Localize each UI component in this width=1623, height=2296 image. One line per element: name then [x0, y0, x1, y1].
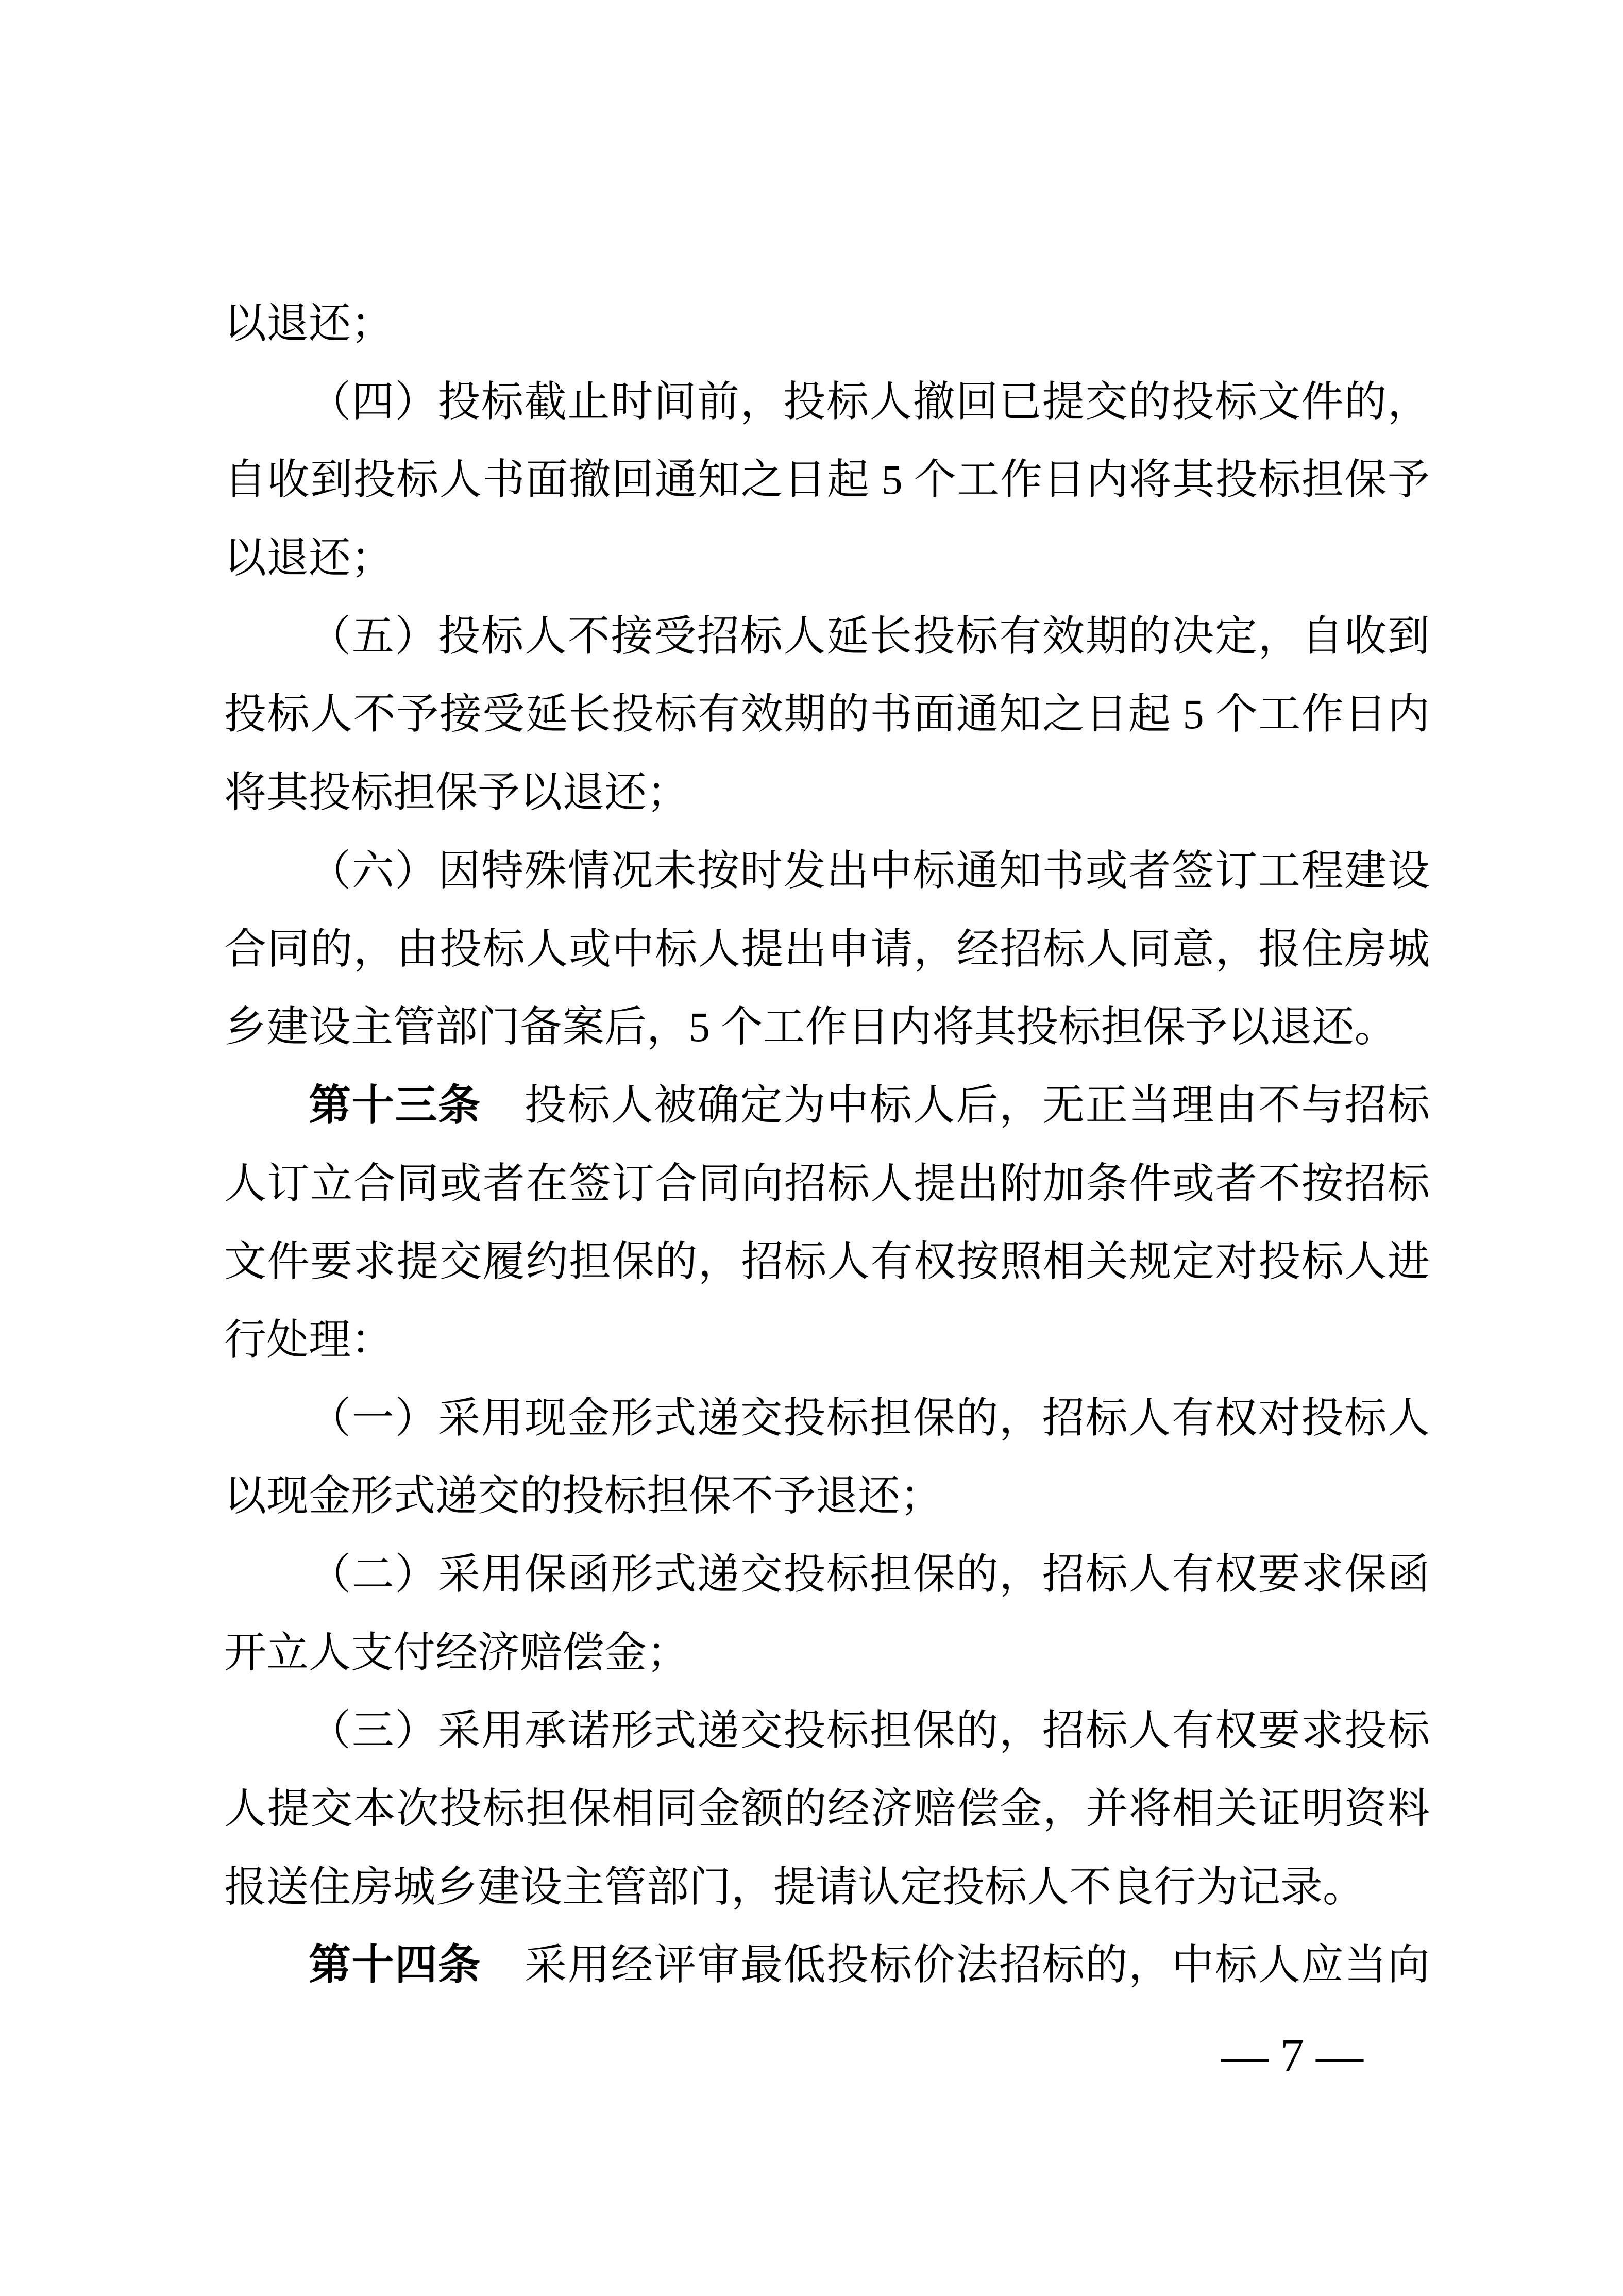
text-line: （三）采用承诺形式递交投标担保的，招标人有权要求投标	[309, 1707, 1430, 1754]
text-line: （一）采用现金形式递交投标担保的，招标人有权对投标人	[309, 1394, 1430, 1442]
text-line: 第十四条 采用经评审最低投标价法招标的，中标人应当向	[309, 1941, 1430, 1989]
article-number: 第十三条	[309, 1081, 482, 1129]
text-line: 合同的，由投标人或中标人提出申请，经招标人同意，报住房城	[224, 925, 1430, 973]
page-number: — 7 —	[1221, 2029, 1363, 2082]
text-line: 报送住房城乡建设主管部门，提请认定投标人不良行为记录。	[224, 1863, 1365, 1910]
text-line: 将其投标担保予以退还；	[224, 769, 689, 816]
text-line: （四）投标截止时间前，投标人撤回已提交的投标文件的，	[309, 378, 1430, 425]
text-line: 开立人支付经济赔偿金；	[224, 1629, 689, 1676]
text-line: 人订立合同或者在签订合同向招标人提出附加条件或者不按招标	[224, 1160, 1430, 1207]
text-line: 投标人不予接受延长投标有效期的书面通知之日起 5 个工作日内	[224, 691, 1430, 738]
text-line: 文件要求提交履约担保的，招标人有权按照相关规定对投标人进	[224, 1238, 1430, 1285]
text-line: 以退还；	[224, 300, 394, 347]
text-line: 以现金形式递交的投标担保不予退还；	[224, 1472, 943, 1520]
text-line: 行处理：	[224, 1316, 394, 1363]
text-line: （六）因特殊情况未按时发出中标通知书或者签订工程建设	[309, 847, 1430, 894]
text-line: 以退还；	[224, 534, 394, 582]
text-line: 第十三条 投标人被确定为中标人后，无正当理由不与招标	[309, 1081, 1430, 1129]
article-number: 第十四条	[309, 1941, 482, 1989]
text-line: （五）投标人不接受招标人延长投标有效期的决定，自收到	[309, 612, 1430, 660]
text-line: 自收到投标人书面撤回通知之日起 5 个工作日内将其投标担保予	[224, 456, 1430, 504]
text-line: 人提交本次投标担保相同金额的经济赔偿金，并将相关证明资料	[224, 1785, 1430, 1833]
document-text-block	[224, 284, 1430, 2004]
text-line: （二）采用保函形式递交投标担保的，招标人有权要求保函	[309, 1551, 1430, 1598]
text-line: 乡建设主管部门备案后，5 个工作日内将其投标担保予以退还。	[224, 1003, 1397, 1051]
